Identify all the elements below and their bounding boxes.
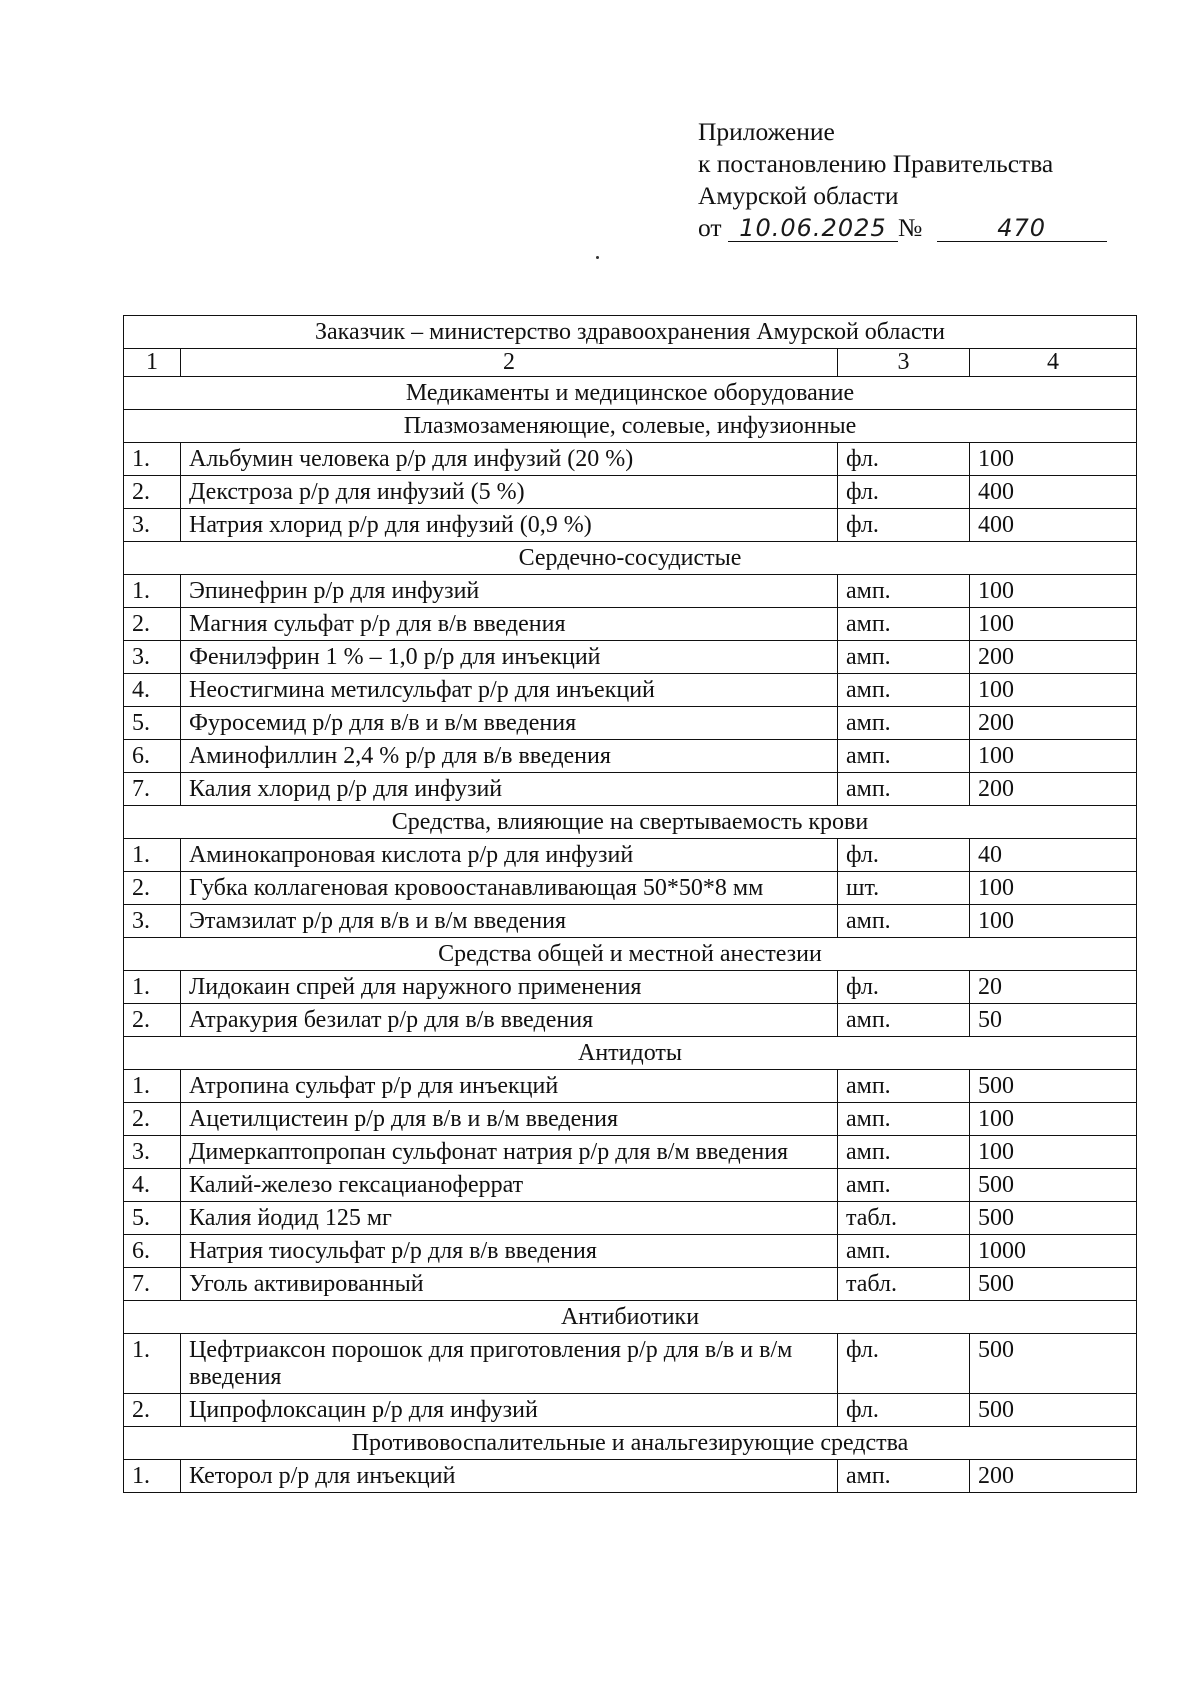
item-unit: амп. — [838, 905, 970, 938]
item-quantity: 400 — [970, 509, 1137, 542]
item-name: Цефтриаксон порошок для приготовления р/р для в/в и в/м введения — [181, 1334, 838, 1394]
table-row — [124, 641, 1137, 674]
item-name: Фенилэфрин 1 % – 1,0 р/р для инъекций — [181, 641, 838, 674]
section-row — [124, 806, 1137, 839]
item-unit: фл. — [838, 1334, 970, 1394]
item-unit: амп. — [838, 1070, 970, 1103]
table-row — [124, 1136, 1137, 1169]
item-unit: амп. — [838, 575, 970, 608]
table-row — [124, 476, 1137, 509]
item-number: 1. — [124, 1460, 181, 1493]
table-row — [124, 740, 1137, 773]
section-title: Антибиотики — [124, 1301, 1137, 1334]
item-unit: амп. — [838, 674, 970, 707]
column-number: 4 — [970, 349, 1137, 377]
item-quantity: 200 — [970, 1460, 1137, 1493]
item-number: 2. — [124, 872, 181, 905]
column-number: 1 — [124, 349, 181, 377]
item-unit: амп. — [838, 740, 970, 773]
item-name: Димеркаптопропан сульфонат натрия р/р для в/м введения — [181, 1136, 838, 1169]
item-unit: амп. — [838, 1460, 970, 1493]
item-unit: шт. — [838, 872, 970, 905]
appendix-resolution-line: к постановлению Правительства — [698, 149, 1054, 178]
item-unit: амп. — [838, 1136, 970, 1169]
item-quantity: 100 — [970, 674, 1137, 707]
table-row — [124, 1103, 1137, 1136]
table-row — [124, 1004, 1137, 1037]
appendix-title: Приложение — [698, 117, 835, 146]
item-quantity: 1000 — [970, 1235, 1137, 1268]
appendix-header — [698, 116, 1128, 244]
table-row — [124, 872, 1137, 905]
table-row — [124, 509, 1137, 542]
item-number: 1. — [124, 971, 181, 1004]
table-row — [124, 707, 1137, 740]
item-unit: амп. — [838, 608, 970, 641]
item-number: 5. — [124, 1202, 181, 1235]
item-unit: амп. — [838, 1235, 970, 1268]
item-quantity: 500 — [970, 1268, 1137, 1301]
item-number: 3. — [124, 1136, 181, 1169]
section-row — [124, 1427, 1137, 1460]
item-name: Декстроза р/р для инфузий (5 %) — [181, 476, 838, 509]
table-row — [124, 1394, 1137, 1427]
item-quantity: 400 — [970, 476, 1137, 509]
item-name: Атракурия безилат р/р для в/в введения — [181, 1004, 838, 1037]
table-row — [124, 1169, 1137, 1202]
item-unit: фл. — [838, 509, 970, 542]
appendix-date-line — [698, 212, 1128, 244]
column-numbers-row — [124, 349, 1137, 377]
supplies-table — [123, 315, 1137, 1493]
item-quantity: 200 — [970, 641, 1137, 674]
item-unit: амп. — [838, 1103, 970, 1136]
item-unit: табл. — [838, 1268, 970, 1301]
item-name: Калия йодид 125 мг — [181, 1202, 838, 1235]
item-number: 3. — [124, 641, 181, 674]
item-number: 7. — [124, 773, 181, 806]
item-name: Эпинефрин р/р для инфузий — [181, 575, 838, 608]
section-title: Средства, влияющие на свертываемость крови — [124, 806, 1137, 839]
item-number: 2. — [124, 608, 181, 641]
table-row — [124, 1460, 1137, 1493]
item-unit: амп. — [838, 1169, 970, 1202]
item-number: 1. — [124, 443, 181, 476]
item-unit: фл. — [838, 476, 970, 509]
item-quantity: 500 — [970, 1070, 1137, 1103]
main-section-title: Медикаменты и медицинское оборудование — [124, 377, 1137, 410]
item-unit: фл. — [838, 839, 970, 872]
item-unit: амп. — [838, 1004, 970, 1037]
table-title: Заказчик – министерство здравоохранения Амурской области — [124, 316, 1137, 349]
item-name: Натрия тиосульфат р/р для в/в введения — [181, 1235, 838, 1268]
item-number: 2. — [124, 1394, 181, 1427]
item-quantity: 50 — [970, 1004, 1137, 1037]
item-name: Лидокаин спрей для наружного применения — [181, 971, 838, 1004]
table-row — [124, 971, 1137, 1004]
item-name: Фуросемид р/р для в/в и в/м введения — [181, 707, 838, 740]
table-row — [124, 839, 1137, 872]
table-row — [124, 905, 1137, 938]
item-number: 6. — [124, 1235, 181, 1268]
item-number: 2. — [124, 476, 181, 509]
item-number: 2. — [124, 1004, 181, 1037]
section-row — [124, 542, 1137, 575]
table-row — [124, 575, 1137, 608]
item-name: Кеторол р/р для инъекций — [181, 1460, 838, 1493]
appendix-region-line: Амурской области — [698, 181, 899, 210]
column-number: 3 — [838, 349, 970, 377]
item-name: Магния сульфат р/р для в/в введения — [181, 608, 838, 641]
item-name: Калия хлорид р/р для инфузий — [181, 773, 838, 806]
item-number: 3. — [124, 509, 181, 542]
section-row — [124, 1037, 1137, 1070]
item-quantity: 500 — [970, 1334, 1137, 1394]
section-title: Средства общей и местной анестезии — [124, 938, 1137, 971]
item-number: 5. — [124, 707, 181, 740]
item-quantity: 200 — [970, 773, 1137, 806]
table-row — [124, 674, 1137, 707]
section-row — [124, 410, 1137, 443]
table-row — [124, 1268, 1137, 1301]
item-number: 1. — [124, 575, 181, 608]
handwritten-number: 470 — [937, 215, 1107, 242]
item-quantity: 100 — [970, 872, 1137, 905]
table-body — [124, 316, 1137, 1493]
table-row — [124, 608, 1137, 641]
item-name: Ципрофлоксацин р/р для инфузий — [181, 1394, 838, 1427]
item-name: Уголь активированный — [181, 1268, 838, 1301]
section-title: Сердечно-сосудистые — [124, 542, 1137, 575]
item-unit: табл. — [838, 1202, 970, 1235]
section-title: Антидоты — [124, 1037, 1137, 1070]
item-quantity: 20 — [970, 971, 1137, 1004]
item-unit: фл. — [838, 443, 970, 476]
item-name: Этамзилат р/р для в/в и в/м введения — [181, 905, 838, 938]
item-number: 7. — [124, 1268, 181, 1301]
date-prefix: от — [698, 213, 722, 242]
item-name: Альбумин человека р/р для инфузий (20 %) — [181, 443, 838, 476]
item-unit: фл. — [838, 971, 970, 1004]
table-row — [124, 443, 1137, 476]
item-quantity: 100 — [970, 1136, 1137, 1169]
item-number: 1. — [124, 1334, 181, 1394]
item-quantity: 200 — [970, 707, 1137, 740]
item-number: 4. — [124, 1169, 181, 1202]
item-unit: амп. — [838, 707, 970, 740]
stray-dot — [596, 256, 599, 259]
item-number: 2. — [124, 1103, 181, 1136]
item-number: 4. — [124, 674, 181, 707]
section-row — [124, 938, 1137, 971]
item-quantity: 100 — [970, 575, 1137, 608]
item-quantity: 500 — [970, 1169, 1137, 1202]
item-number: 6. — [124, 740, 181, 773]
item-quantity: 100 — [970, 740, 1137, 773]
item-name: Атропина сульфат р/р для инъекций — [181, 1070, 838, 1103]
item-name: Натрия хлорид р/р для инфузий (0,9 %) — [181, 509, 838, 542]
item-number: 1. — [124, 1070, 181, 1103]
table-row — [124, 1235, 1137, 1268]
table-row — [124, 1334, 1137, 1394]
item-name: Губка коллагеновая кровоостанавливающая 50*50*8 мм — [181, 872, 838, 905]
item-quantity: 100 — [970, 1103, 1137, 1136]
item-number: 1. — [124, 839, 181, 872]
item-name: Аминокапроновая кислота р/р для инфузий — [181, 839, 838, 872]
item-quantity: 100 — [970, 443, 1137, 476]
section-row — [124, 1301, 1137, 1334]
handwritten-date: 10.06.2025 — [728, 215, 898, 242]
main-section-row — [124, 377, 1137, 410]
item-number: 3. — [124, 905, 181, 938]
table-row — [124, 1202, 1137, 1235]
item-quantity: 100 — [970, 608, 1137, 641]
item-quantity: 100 — [970, 905, 1137, 938]
item-unit: фл. — [838, 1394, 970, 1427]
table-row — [124, 1070, 1137, 1103]
table-title-row — [124, 316, 1137, 349]
item-quantity: 40 — [970, 839, 1137, 872]
section-title: Плазмозаменяющие, солевые, инфузионные — [124, 410, 1137, 443]
item-quantity: 500 — [970, 1202, 1137, 1235]
item-name: Аминофиллин 2,4 % р/р для в/в введения — [181, 740, 838, 773]
column-number: 2 — [181, 349, 838, 377]
table-row — [124, 773, 1137, 806]
item-name: Ацетилцистеин р/р для в/в и в/м введения — [181, 1103, 838, 1136]
item-unit: амп. — [838, 773, 970, 806]
item-name: Калий-железо гексацианоферрат — [181, 1169, 838, 1202]
section-title: Противовоспалительные и анальгезирующие средства — [124, 1427, 1137, 1460]
number-sign: № — [897, 213, 923, 242]
item-name: Неостигмина метилсульфат р/р для инъекций — [181, 674, 838, 707]
item-unit: амп. — [838, 641, 970, 674]
item-quantity: 500 — [970, 1394, 1137, 1427]
